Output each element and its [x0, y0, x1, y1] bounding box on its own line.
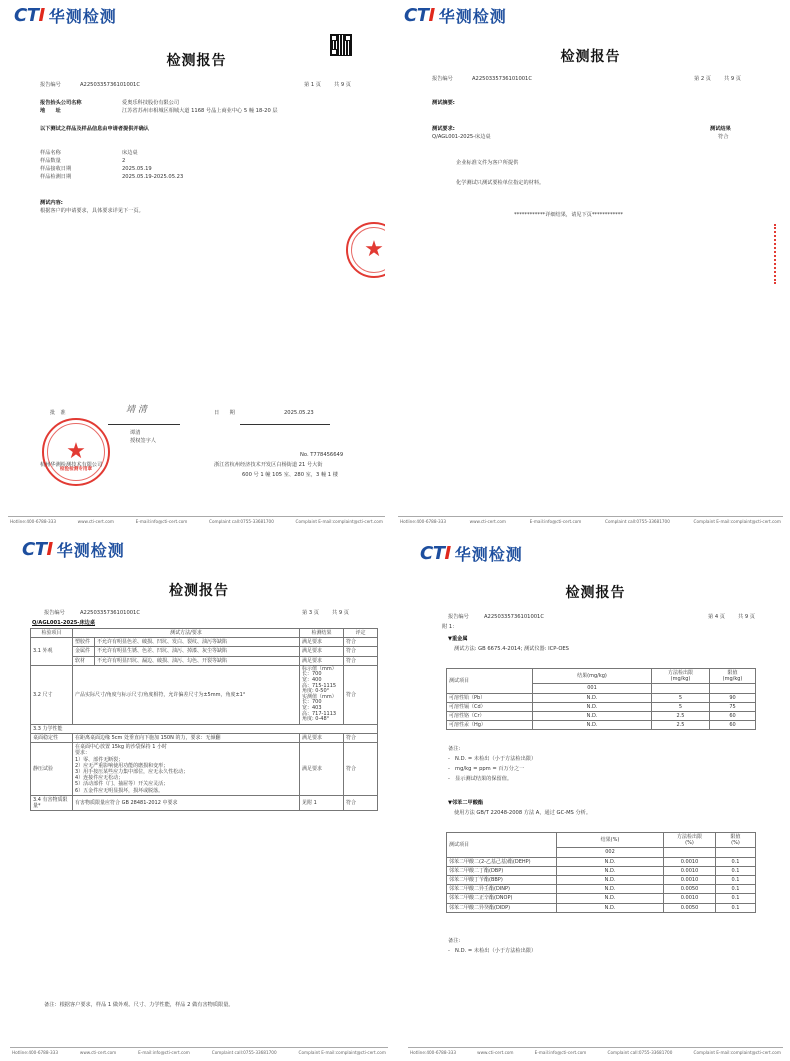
report-no-label: 报告编号: [44, 610, 65, 616]
col-header: 检验项目: [31, 629, 73, 638]
cti-logo-cn: 华测检测: [48, 7, 117, 26]
company-addr-1: 浙江省杭州经济技术开发区白杨街道 21 号大街: [214, 462, 323, 468]
footer-complaint-email: Complaint E-mail:complaint@cti-cert.com: [693, 519, 781, 524]
footer-web: www.cti-cert.com: [79, 1050, 117, 1055]
content-text: 根据客户的申请要求，具体要求详见下一页。: [40, 208, 144, 214]
result: N.D.: [557, 885, 664, 894]
cti-logo-accent: I: [444, 543, 451, 564]
requirement: 不允许有明显色差、破损、凹坑、发白、裂纹、油污等缺陷: [95, 638, 300, 647]
cti-logo-cn: 华测检测: [454, 545, 523, 564]
footer-hotline: Hotline:400-6788-333: [400, 519, 446, 524]
cti-logo-mark: CTI: [22, 539, 53, 560]
group-mechanical: 3.3 力学性能: [31, 724, 378, 733]
phthalate-table: [446, 832, 756, 913]
sample-value: 床边桌: [122, 150, 138, 156]
report-no-label: 报告编号: [40, 82, 61, 88]
mdl: 0.0050: [664, 903, 716, 912]
test-item: 邻苯二甲酸丁苄酯(BBP): [447, 876, 557, 885]
seal-stamp-left: [42, 418, 110, 486]
details-line: ************详细结果，请见下页************: [514, 212, 623, 218]
col-header: 测试项目: [447, 669, 533, 694]
result: 满足要求: [300, 656, 344, 665]
footer-complaint-call: Complaint call:0755-33681700: [607, 1050, 673, 1055]
sample-id: 001: [533, 684, 652, 693]
footer-web: www.cti-cert.com: [469, 519, 507, 524]
cti-logo: [420, 542, 523, 565]
report-title: 检测报告: [169, 583, 229, 599]
footer-complaint-call: Complaint call:0755-33681700: [209, 519, 274, 524]
footer-email: E-mail:info@cti-cert.com: [534, 1050, 587, 1055]
test-item: 邻苯二甲酸二正辛酯(DNOP): [447, 894, 557, 903]
sample-label: 样品名称: [40, 150, 61, 156]
col-header: 检测结果: [300, 629, 344, 638]
size-line: 长：700: [302, 671, 322, 678]
req-line: 4）连接件应无松动；: [75, 775, 124, 782]
applicant: 爱奥乐科技股份有限公司: [122, 100, 180, 106]
size-line: 角度: 0-50°: [302, 688, 330, 695]
page-footer: [408, 1047, 783, 1055]
header-line: (mg/kg): [670, 676, 691, 683]
star-icon: ★: [66, 439, 86, 464]
remark: 备注：根据客户要求，样品 1 做外观、尺寸、力学性能，样品 2 做有害物质限量。: [44, 1002, 234, 1008]
result: N.D.: [533, 721, 652, 730]
test-item: 可溶性镉（Cd）: [447, 702, 533, 711]
report-title: 检测报告: [560, 49, 621, 65]
mdl: 5: [652, 702, 710, 711]
limit: 0.1: [716, 894, 756, 903]
test-item: 可溶性铬（Cr）: [447, 712, 533, 721]
footer-web: www.cti-cert.com: [477, 1050, 514, 1055]
evaluation: 符合: [344, 743, 378, 796]
table-row: [447, 903, 756, 912]
result: N.D.: [557, 866, 664, 875]
result: 见附 1: [300, 795, 344, 810]
mdl: 2.5: [652, 721, 710, 730]
report-no-label: 报告编号: [448, 614, 469, 620]
size-result: [300, 665, 344, 724]
note-1: 企业标准文件为客户所提供: [456, 160, 519, 166]
approve-label: 批 准: [50, 410, 66, 416]
report-page-3: [10, 532, 388, 1061]
size-line: 宽：403: [302, 704, 322, 711]
page-total: 共 9 页: [724, 76, 741, 82]
summary-label: 测试摘要:: [432, 100, 455, 106]
note-2: 化学测试只测试要检单位指定的材料。: [456, 180, 545, 186]
note-line: - N.D. = 未检出（小于方法检出限）: [448, 948, 537, 954]
table-row: [447, 702, 756, 711]
date-line: [240, 424, 330, 425]
limit: 60: [710, 721, 756, 730]
sample-label: 样品接收日期: [40, 166, 72, 172]
mdl: 0.0050: [664, 885, 716, 894]
report-date: 2025.05.23: [284, 410, 314, 416]
sample-id: 002: [557, 848, 664, 857]
phthalate-title: ▼邻苯二甲酸酯: [448, 800, 484, 806]
limit: 0.1: [716, 857, 756, 866]
col-header-empty: [664, 848, 716, 857]
note-line: - mg/kg = ppm = 百万分之一: [448, 766, 525, 772]
footer-hotline: Hotline:400-6788-333: [10, 519, 56, 524]
table-row: [447, 866, 756, 875]
company-addr-2: 600 号 1 幢 105 室、280 室，3 幢 1 楼: [242, 472, 338, 478]
report-page-2: [398, 0, 783, 530]
result: 满足要求: [300, 733, 344, 742]
result: N.D.: [557, 903, 664, 912]
evaluation: 符合: [344, 647, 378, 656]
signature: 靖 清: [126, 405, 147, 415]
req-line: 2）应无严重影响使用功能的磨损和变形；: [75, 762, 169, 769]
col-header: 结果(mg/kg): [533, 669, 652, 684]
col-header: [652, 669, 710, 684]
mdl: 0.0010: [664, 894, 716, 903]
header-line: (mg/kg): [722, 676, 743, 683]
header-line: (%): [685, 840, 694, 847]
size-line: 长：700: [302, 699, 322, 706]
test-req: Q/AGL001-2025-床边桌: [432, 134, 491, 140]
phthalate-method: 使用方法 GB/T 22048-2008 方法 A，通过 GC-MS 分析。: [454, 810, 592, 816]
approver-alt: 谭清: [130, 430, 141, 436]
sample-label: 样品数量: [40, 158, 61, 164]
evaluation: 符合: [344, 656, 378, 665]
test-item: 邻苯二甲酸二丁酯(DBP): [447, 866, 557, 875]
page-of: 第 4 页: [708, 614, 725, 620]
col-header: 评定: [344, 629, 378, 638]
result: N.D.: [557, 857, 664, 866]
applicant-label: 报告抬头公司名称: [40, 100, 82, 106]
footer-complaint-email: Complaint E-mail:complaint@cti-cert.com: [693, 1050, 781, 1055]
page-total: 共 9 页: [334, 82, 351, 88]
cti-logo-cn: 华测检测: [438, 7, 507, 26]
page-footer: [8, 516, 385, 524]
address-label: 地 址: [40, 108, 61, 114]
standard-name: Q/AGL001-2025-床边桌: [32, 620, 96, 626]
part: 金属件: [73, 647, 95, 656]
footer-complaint-call: Complaint call:0755-33681700: [211, 1050, 277, 1055]
star-icon: ★: [364, 237, 384, 262]
limit: 0.1: [716, 903, 756, 912]
heavy-title: ▼重金属: [448, 636, 468, 642]
size-line: 实测值（mm）: [302, 693, 337, 700]
table-row: [447, 693, 756, 702]
cti-logo-accent: I: [38, 5, 45, 26]
result-label: 测试结果: [710, 126, 731, 132]
group-harmful: 3.4 有害物质限量*: [31, 795, 73, 810]
footer-complaint-call: Complaint call:0755-33681700: [605, 519, 670, 524]
evaluation: 符合: [344, 665, 378, 724]
size-line: 高：717-1113: [302, 710, 337, 717]
company-line: 杭州华测检测技术有限公司: [40, 462, 103, 468]
mdl: 0.0010: [664, 876, 716, 885]
size-line: 角度: 0-48°: [302, 716, 330, 723]
footer-hotline: Hotline:400-6788-333: [410, 1050, 456, 1055]
col-header: 结果(%): [557, 833, 664, 848]
footer-hotline: Hotline:400-6788-333: [12, 1050, 58, 1055]
limit: 0.1: [716, 885, 756, 894]
col-header: [664, 833, 716, 848]
size-line: 宽：400: [302, 677, 322, 683]
address: 江苏省苏州市相城区相城大道 1168 号晶上商业中心 5 幢 18-20 层: [122, 108, 278, 114]
footer-email: E-mail:info@cti-cert.com: [138, 1050, 190, 1055]
stamp-text: 检验检测专用章: [59, 467, 93, 472]
report-title: 检测报告: [166, 53, 227, 69]
req-line: 在桌面中心放置 15kg 的沙袋保持 1 小时: [75, 744, 167, 751]
approver-title: 授权签字人: [130, 438, 156, 444]
cti-logo-accent: I: [428, 5, 435, 26]
signature-line: [108, 424, 180, 425]
sample-label: 样品检测日期: [40, 174, 72, 180]
req-line: 3）用手按压某些应力集中部位，应无永久性松动；: [75, 768, 189, 775]
header-line: 方法检出限: [667, 670, 693, 676]
report-no: A2250335736101001C: [472, 76, 532, 82]
footer-email: E-mail:info@cti-cert.com: [529, 519, 582, 524]
cti-logo-mark: CTI: [404, 5, 435, 26]
footer-complaint-email: Complaint E-mail:complaint@cti-cert.com: [298, 1050, 386, 1055]
report-no: A2250335736101001C: [80, 82, 140, 88]
part: 软材: [73, 656, 95, 665]
report-page-1: [8, 0, 385, 530]
result: N.D.: [533, 712, 652, 721]
report-no-label: 报告编号: [432, 76, 453, 82]
mdl: 0.0010: [664, 866, 716, 875]
note-line: 备注:: [448, 938, 461, 944]
result: N.D.: [557, 894, 664, 903]
page-of: 第 2 页: [694, 76, 711, 82]
result: 满足要求: [300, 743, 344, 796]
test-item: 邻苯二甲酸二异癸酯(DIDP): [447, 903, 557, 912]
page-of: 第 1 页: [304, 82, 321, 88]
page-total: 共 9 页: [738, 614, 755, 620]
part: 塑胶件: [73, 638, 95, 647]
col-header-empty: [710, 684, 756, 693]
sample-value: 2025.05.19-2025.05.23: [122, 174, 184, 180]
group-size: 3.2 尺寸: [31, 665, 73, 724]
table-row: [447, 712, 756, 721]
page-footer: [398, 516, 783, 524]
cti-logo-accent: I: [46, 539, 53, 560]
result: N.D.: [533, 702, 652, 711]
report-page-4: [408, 532, 783, 1061]
requirement: 不允许有明显凹坑、漏边、破损、油污、勾色、开裂等缺陷: [95, 656, 300, 665]
test-item: 可溶性汞（Hg）: [447, 721, 533, 730]
test-item: 邻苯二甲酸二(2-乙基己基)酯(DEHP): [447, 857, 557, 866]
sample-notice: 以下测试之样品及样品信息由申请者提供并确认: [40, 126, 149, 132]
col-header: 测试方法/要求: [73, 629, 300, 638]
col-header-empty: [652, 684, 710, 693]
cert-no: No. T778456649: [300, 452, 344, 458]
footer-email: E-mail:info@cti-cert.com: [135, 519, 188, 524]
note-line: - N.D. = 未检出（小于方法检出限）: [448, 756, 537, 762]
note-line: 备注:: [448, 746, 461, 752]
evaluation: 符合: [344, 795, 378, 810]
stability-label: 桌面稳定性: [31, 733, 73, 742]
seal-stamp-edge: [774, 224, 776, 284]
header-line: 限值: [730, 834, 741, 840]
limit: 0.1: [716, 876, 756, 885]
test-req-label: 测试要求:: [432, 126, 455, 132]
cti-logo: [14, 4, 117, 27]
note-line: - 显示测试结果的保留值。: [448, 776, 513, 782]
header-line: 方法检出限: [676, 834, 702, 840]
page-of: 第 3 页: [302, 610, 319, 616]
table-row: [447, 721, 756, 730]
content-label: 测试内容:: [40, 200, 63, 206]
size-line: 标示值（mm）: [302, 665, 337, 672]
footer-complaint-email: Complaint E-mail:complaint@cti-cert.com: [295, 519, 383, 524]
test-item: 邻苯二甲酸二异壬酯(DINP): [447, 885, 557, 894]
cti-logo-mark: CTI: [420, 543, 451, 564]
annex: 附 1：: [442, 624, 458, 630]
result: 满足要求: [300, 647, 344, 656]
mdl: 5: [652, 693, 710, 702]
col-header: 测试项目: [447, 833, 557, 858]
size-line: 高：715-1115: [302, 682, 337, 689]
header-line: (%): [731, 840, 740, 847]
size-requirement: 产品实际尺寸/角度与标示尺寸/角度相符，允许偏差尺寸为±5mm，角度±1°: [73, 665, 300, 724]
req-line: 要求：: [75, 750, 91, 757]
page-footer: [10, 1047, 388, 1055]
header-line: 限值: [727, 670, 738, 676]
table-row: [447, 894, 756, 903]
result: N.D.: [557, 876, 664, 885]
limit: 0.1: [716, 866, 756, 875]
mdl: 2.5: [652, 712, 710, 721]
evaluation: 符合: [344, 733, 378, 742]
harm-requirement: 有害物质限量应符合 GB 28481-2012 中要求: [73, 795, 300, 810]
sample-value: 2: [122, 158, 126, 164]
table-row: [447, 885, 756, 894]
req-line: 5）活动部件（门、抽屉等）开关应灵活；: [75, 781, 169, 788]
group-appearance: 3.1 外观: [31, 638, 73, 666]
footer-web: www.cti-cert.com: [77, 519, 115, 524]
date-label: 日 期: [214, 410, 235, 416]
req-line: 1）零、部件无断裂；: [75, 756, 124, 763]
report-title: 检测报告: [565, 585, 626, 601]
static-requirement: [73, 743, 300, 796]
stability-requirement: 在距离桌面边缘 5cm 处垂直向下施加 150N 的力，要求：无倾翻: [73, 733, 300, 742]
cti-logo-mark: CTI: [14, 5, 45, 26]
evaluation: 符合: [344, 638, 378, 647]
col-header: [710, 669, 756, 684]
mdl: 0.0010: [664, 857, 716, 866]
heavy-method: 测试方法: GB 6675.4-2014; 测试仪器: ICP-OES: [454, 646, 569, 652]
test-item: 可溶性铅（Pb）: [447, 693, 533, 702]
cti-logo-cn: 华测检测: [56, 541, 125, 560]
col-header: [716, 833, 756, 848]
limit: 75: [710, 702, 756, 711]
cti-logo: [404, 4, 507, 27]
col-header-empty: [716, 848, 756, 857]
static-label: 静压试验: [31, 743, 73, 796]
result: 满足要求: [300, 638, 344, 647]
requirement: 不允许有明显生锈、色差、凹坑、油污、掉漆、灰尘等缺陷: [95, 647, 300, 656]
page-total: 共 9 页: [332, 610, 349, 616]
result-value: 符合: [718, 134, 729, 140]
heavy-metal-table: [446, 668, 756, 730]
table-row: [447, 876, 756, 885]
limit: 60: [710, 712, 756, 721]
sample-value: 2025.05.19: [122, 166, 152, 172]
req-line: 6）五金件应无明显损坏，损坏或脱落。: [75, 787, 164, 794]
limit: 90: [710, 693, 756, 702]
result: N.D.: [533, 693, 652, 702]
table-row: [447, 857, 756, 866]
requirements-table: [30, 628, 378, 811]
cti-logo: [22, 538, 125, 561]
report-no: A2250335736101001C: [484, 614, 544, 620]
seal-stamp-right: [346, 222, 385, 278]
report-no: A2250335736101001C: [80, 610, 140, 616]
